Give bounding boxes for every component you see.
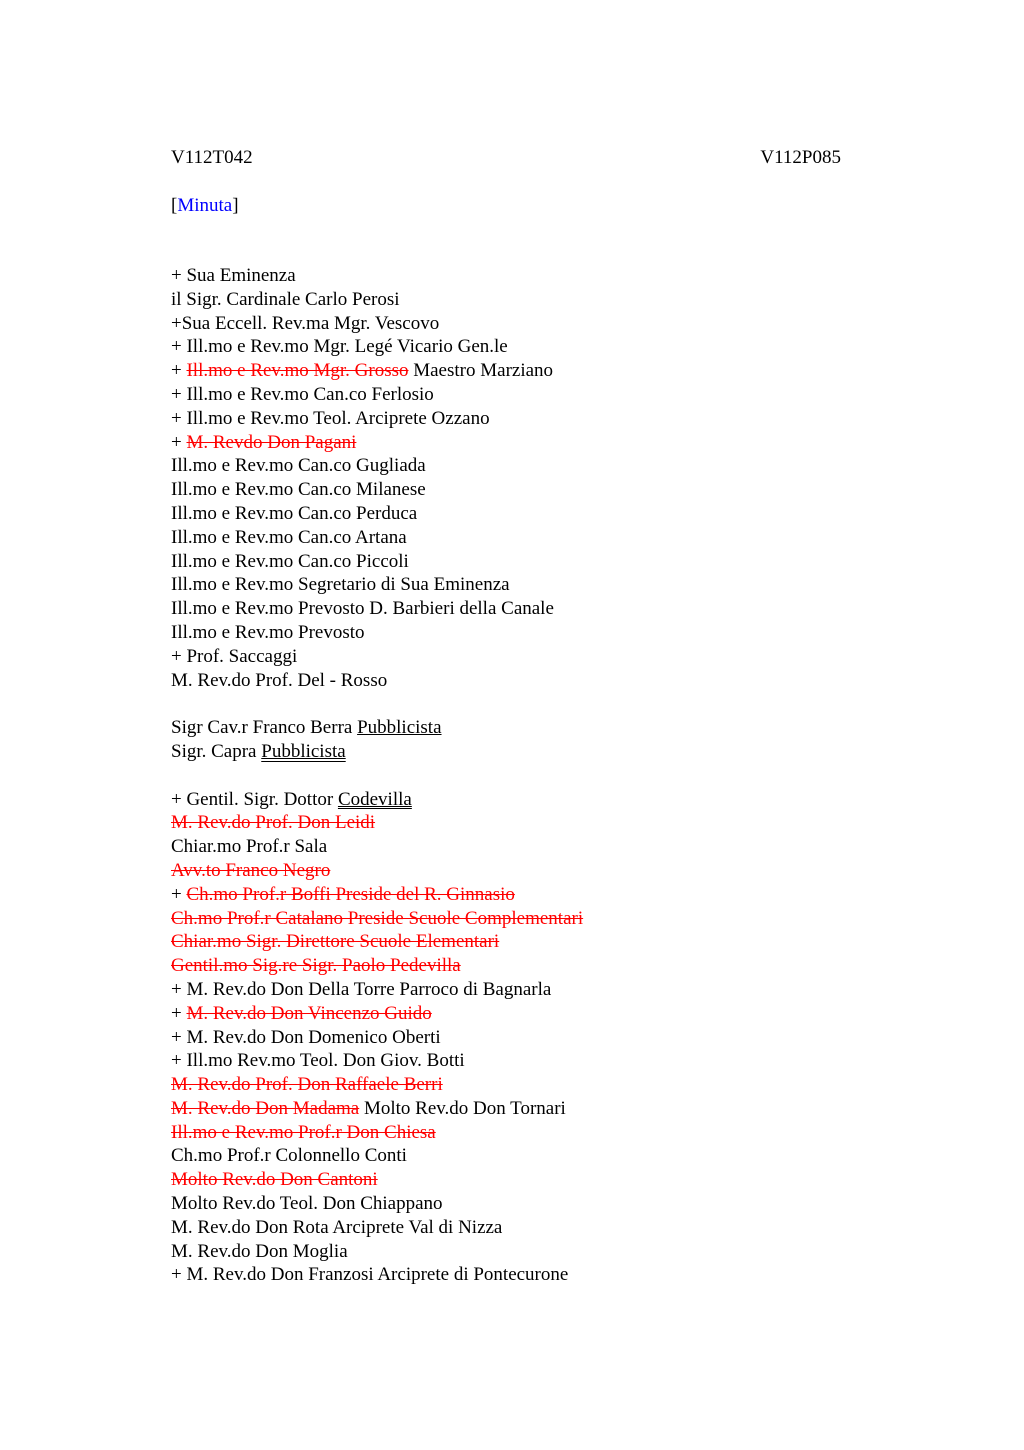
recipient-line (171, 978, 841, 1002)
recipient-line (171, 621, 841, 645)
line-text: + (171, 883, 187, 905)
recipient-section-clergy (171, 264, 841, 692)
recipient-line (171, 407, 841, 431)
recipient-line (171, 1049, 841, 1073)
struck-text: Molto Rev.do Don Cantoni (171, 1169, 378, 1191)
line-text: + Gentil. Sigr. Dottor (171, 788, 338, 810)
recipient-line (171, 478, 841, 502)
struck-text: M. Rev.do Don Vincenzo Guido (186, 1002, 432, 1024)
recipient-line (171, 716, 841, 740)
underlined-text: Pubblicista (357, 717, 442, 739)
line-text: + M. Rev.do Don Domenico Oberti (171, 1026, 441, 1048)
bracket-close: ] (232, 195, 239, 216)
recipient-line (171, 383, 841, 407)
struck-text: Ill.mo e Rev.mo Mgr. Grosso (186, 360, 409, 382)
recipient-line (171, 526, 841, 550)
struck-text: Ch.mo Prof.r Boffi Preside del R. Ginnasio (186, 883, 515, 905)
recipient-line (171, 502, 841, 526)
recipient-section-press (171, 716, 841, 764)
recipient-line (171, 645, 841, 669)
line-text: M. Rev.do Prof. Del - Rosso (171, 669, 388, 691)
section-spacer (171, 764, 841, 788)
recipient-list (171, 264, 841, 1287)
recipient-line (171, 811, 841, 835)
recipient-line (171, 1026, 841, 1050)
struck-text: M. Revdo Don Pagani (186, 431, 357, 453)
recipient-line (171, 954, 841, 978)
recipient-line (171, 264, 841, 288)
recipient-line (171, 335, 841, 359)
line-text: Ill.mo e Rev.mo Segretario di Sua Eminenza (171, 574, 510, 596)
recipient-line (171, 1216, 841, 1240)
recipient-line (171, 573, 841, 597)
recipient-line (171, 859, 841, 883)
line-text: Ill.mo e Rev.mo Can.co Perduca (171, 502, 418, 524)
line-text: + Sua Eminenza (171, 265, 296, 286)
line-text: Ill.mo e Rev.mo Can.co Artana (171, 526, 407, 548)
line-text: M. Rev.do Don Rota Arciprete Val di Nizza (171, 1216, 503, 1238)
line-text: Ill.mo e Rev.mo Prevosto D. Barbieri della Canale (171, 598, 554, 620)
recipient-line (171, 1263, 841, 1287)
underlined-text: Pubblicista (261, 740, 346, 762)
line-text: M. Rev.do Don Moglia (171, 1240, 348, 1262)
struck-text: Ch.mo Prof.r Catalano Preside Scuole Complementari (171, 907, 584, 929)
line-text: + Ill.mo e Rev.mo Can.co Ferlosio (171, 383, 434, 405)
line-text: Ill.mo e Rev.mo Prevosto (171, 621, 365, 643)
document-page (171, 146, 841, 1287)
section-spacer (171, 692, 841, 716)
line-text: + (171, 431, 187, 453)
struck-text: M. Rev.do Don Madama (171, 1097, 360, 1119)
line-text: Ill.mo e Rev.mo Can.co Piccoli (171, 550, 409, 572)
struck-text: Ill.mo e Rev.mo Prof.r Don Chiesa (171, 1121, 436, 1143)
recipient-line (171, 431, 841, 455)
recipient-line (171, 454, 841, 478)
line-text: il Sigr. Cardinale Carlo Perosi (171, 288, 400, 310)
recipient-line (171, 740, 841, 764)
recipient-line (171, 788, 841, 812)
recipient-line (171, 930, 841, 954)
struck-text: Chiar.mo Sigr. Direttore Scuole Elementari (171, 931, 500, 953)
document-header (171, 146, 841, 170)
line-text: Sigr. Capra (171, 740, 262, 762)
line-text: + (171, 360, 187, 382)
line-text: + Prof. Saccaggi (171, 645, 298, 667)
struck-text: M. Rev.do Prof. Don Leidi (171, 812, 376, 834)
line-text: + Ill.mo e Rev.mo Mgr. Legé Vicario Gen.le (171, 336, 508, 358)
line-text: Ill.mo e Rev.mo Can.co Gugliada (171, 455, 426, 477)
line-text: + M. Rev.do Don Franzosi Arciprete di Pontecurone (171, 1264, 569, 1286)
recipient-line (171, 1073, 841, 1097)
recipient-line (171, 359, 841, 383)
line-text: Maestro Marziano (408, 360, 554, 382)
recipient-line (171, 1240, 841, 1264)
line-text: + (171, 1002, 187, 1024)
recipient-section-others (171, 788, 841, 1288)
line-text: Molto Rev.do Don Tornari (359, 1097, 566, 1119)
line-text: + Ill.mo Rev.mo Teol. Don Giov. Botti (171, 1050, 465, 1072)
recipient-line (171, 835, 841, 859)
line-text: + M. Rev.do Don Della Torre Parroco di Bagnarla (171, 978, 552, 1000)
recipient-line (171, 1002, 841, 1026)
right-code: V112P085 (760, 147, 841, 168)
recipient-line (171, 1144, 841, 1168)
underlined-text: Codevilla (337, 788, 412, 810)
recipient-line (171, 1121, 841, 1145)
struck-text: Avv.to Franco Negro (171, 859, 331, 881)
recipient-line (171, 550, 841, 574)
recipient-line (171, 669, 841, 693)
recipient-line (171, 1097, 841, 1121)
recipient-line (171, 907, 841, 931)
line-text: Ill.mo e Rev.mo Can.co Milanese (171, 479, 426, 501)
struck-text: Gentil.mo Sig.re Sigr. Paolo Pedevilla (171, 955, 461, 977)
left-code: V112T042 (171, 147, 253, 168)
line-text: Molto Rev.do Teol. Don Chiappano (171, 1193, 443, 1215)
line-text: Ch.mo Prof.r Colonnello Conti (171, 1145, 407, 1167)
struck-text: M. Rev.do Prof. Don Raffaele Berri (171, 1074, 443, 1096)
bracket-open: [ (171, 195, 178, 216)
line-text: +Sua Eccell. Rev.ma Mgr. Vescovo (171, 312, 440, 334)
document-type-label: Minuta (177, 195, 233, 216)
recipient-line (171, 288, 841, 312)
recipient-line (171, 597, 841, 621)
line-text: Sigr Cav.r Franco Berra (171, 717, 358, 739)
recipient-line (171, 1168, 841, 1192)
document-type (171, 194, 841, 218)
line-text: + Ill.mo e Rev.mo Teol. Arciprete Ozzano (171, 407, 490, 429)
recipient-line (171, 1192, 841, 1216)
recipient-line (171, 312, 841, 336)
recipient-line (171, 883, 841, 907)
line-text: Chiar.mo Prof.r Sala (171, 836, 328, 858)
